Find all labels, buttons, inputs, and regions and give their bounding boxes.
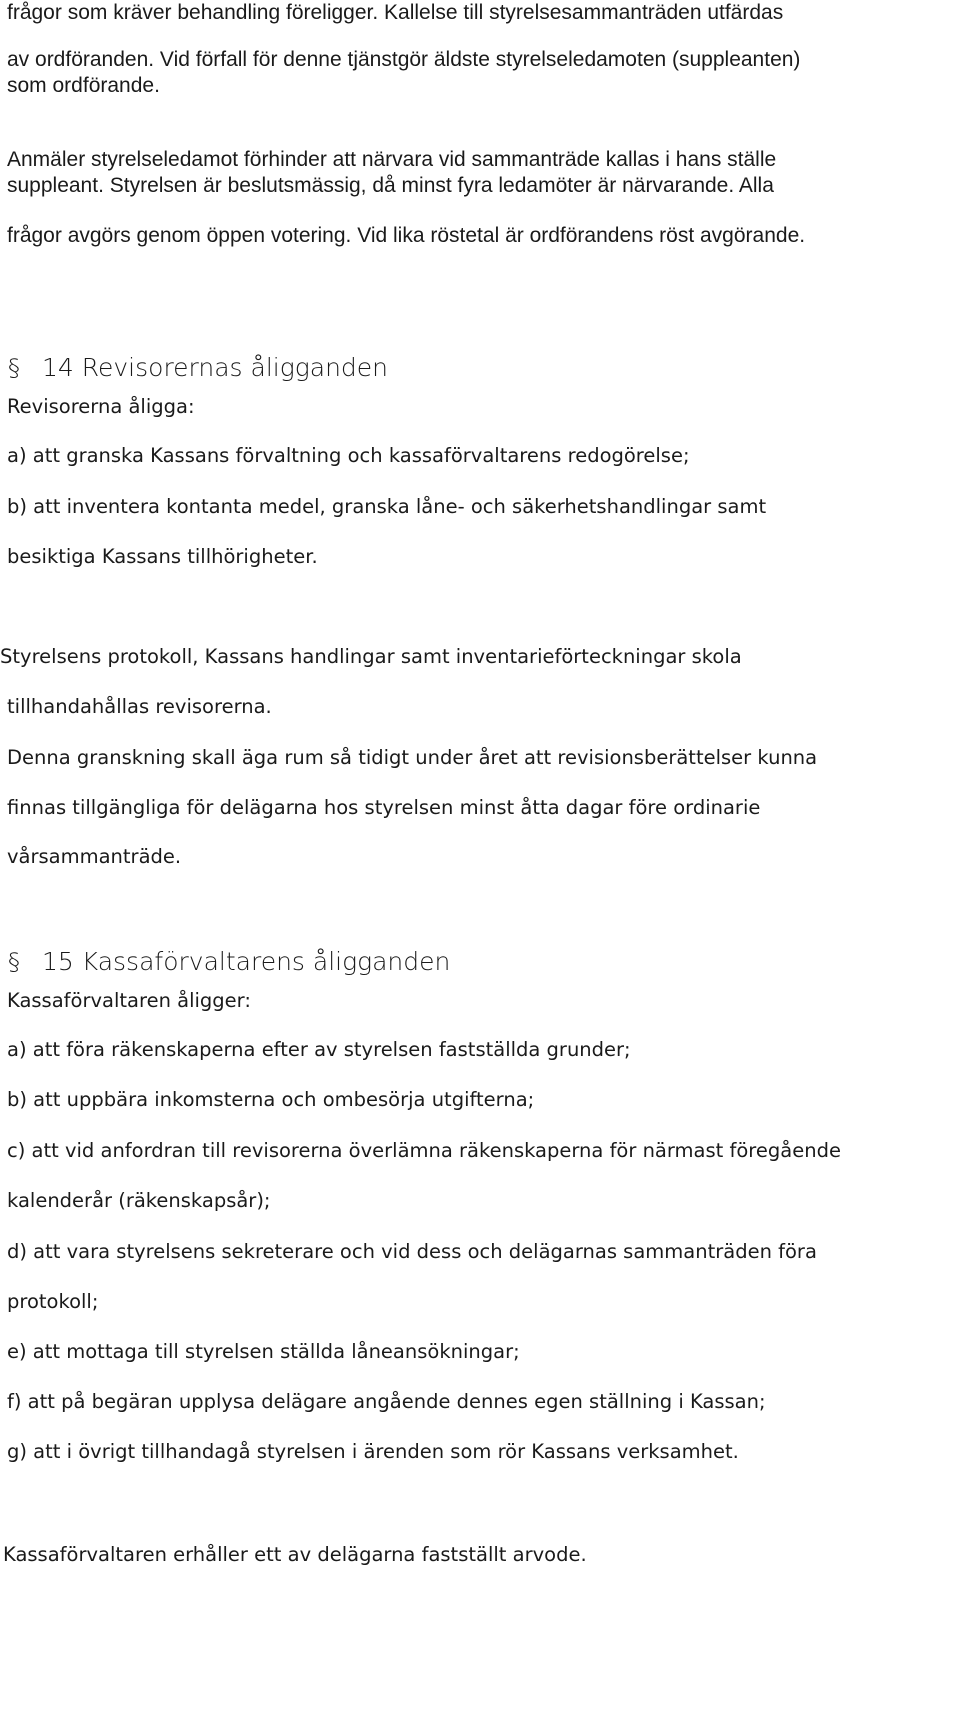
section-line: finnas tillgängliga för delägarna hos styrelsen minst åtta dagar före ordinarie xyxy=(7,796,761,819)
section-symbol: § xyxy=(8,948,20,976)
intro-line: suppleant. Styrelsen är beslutsmässig, då minst fyra ledamöter är närvarande. Alla xyxy=(7,174,774,197)
section-line: f) att på begäran upplysa delägare angående dennes egen ställning i Kassan; xyxy=(7,1390,766,1413)
section-heading-text: 14 Revisorernas åligganden xyxy=(42,353,389,382)
intro-line: som ordförande. xyxy=(7,74,160,97)
section-heading xyxy=(8,946,450,978)
section-line: b) att uppbära inkomsterna och ombesörja utgifterna; xyxy=(7,1088,535,1111)
section-line: tillhandahållas revisorerna. xyxy=(7,695,272,718)
section-line: b) att inventera kontanta medel, granska låne- och säkerhetshandlingar samt xyxy=(7,495,767,518)
section-line: protokoll; xyxy=(7,1290,99,1313)
section-line: kalenderår (räkenskapsår); xyxy=(7,1189,271,1212)
section-line: Denna granskning skall äga rum så tidigt under året att revisionsberättelser kunna xyxy=(7,746,818,769)
closing-line: Kassaförvaltaren erhåller ett av delägarna fastställt arvode. xyxy=(3,1543,587,1566)
section-symbol: § xyxy=(8,354,20,382)
section-line: a) att granska Kassans förvaltning och kassaförvaltarens redogörelse; xyxy=(7,444,690,467)
section-line: d) att vara styrelsens sekreterare och vid dess och delägarnas sammanträden föra xyxy=(7,1240,817,1263)
section-heading-text: 15 Kassaförvaltarens åligganden xyxy=(42,947,451,976)
section-line: e) att mottaga till styrelsen ställda låneansökningar; xyxy=(7,1340,520,1363)
section-line: besiktiga Kassans tillhörigheter. xyxy=(7,545,318,568)
section-line: vårsammanträde. xyxy=(7,845,182,868)
section-line: Styrelsens protokoll, Kassans handlingar samt inventarieförteckningar skola xyxy=(0,645,742,668)
intro-line: frågor avgörs genom öppen votering. Vid lika röstetal är ordförandens röst avgörande. xyxy=(7,224,806,247)
intro-line: Anmäler styrelseledamot förhinder att närvara vid sammanträde kallas i hans ställe xyxy=(7,148,777,171)
section-line: a) att föra räkenskaperna efter av styrelsen fastställda grunder; xyxy=(7,1038,631,1061)
section-line: c) att vid anfordran till revisorerna överlämna räkenskaperna för närmast föregående xyxy=(7,1139,841,1162)
section-line: Revisorerna åligga: xyxy=(7,395,195,418)
section-heading xyxy=(8,352,388,384)
section-line: Kassaförvaltaren åligger: xyxy=(7,989,251,1012)
intro-line: av ordföranden. Vid förfall för denne tjänstgör äldste styrelseledamoten (suppleanten) xyxy=(7,48,801,71)
intro-line: frågor som kräver behandling föreligger. Kallelse till styrelsesammanträden utfärdas xyxy=(7,1,784,24)
section-line: g) att i övrigt tillhandagå styrelsen i ärenden som rör Kassans verksamhet. xyxy=(7,1440,739,1463)
